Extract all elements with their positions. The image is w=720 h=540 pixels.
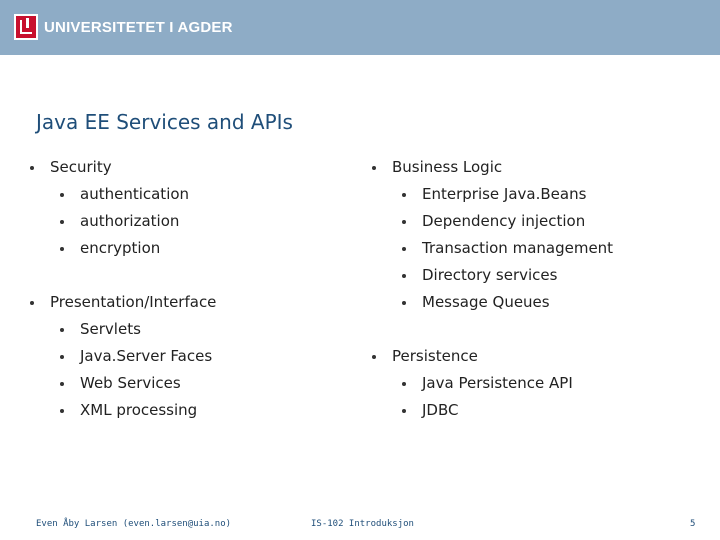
bullet-icon — [60, 328, 64, 332]
bullet-item — [372, 155, 702, 182]
sub-bullet-item — [30, 398, 360, 425]
footer-author: Even Åby Larsen (even.larsen@uia.no) — [36, 519, 232, 529]
bullet-item — [30, 155, 360, 182]
bullet-text: Security — [50, 158, 112, 176]
bullet-text: authorization — [80, 212, 180, 230]
footer-course: IS-102 Introduksjon — [311, 519, 414, 529]
sub-bullet-item — [372, 209, 702, 236]
bullet-text: Message Queues — [422, 293, 550, 311]
bullet-item — [30, 290, 360, 317]
slide-header — [0, 0, 720, 55]
bullet-icon — [30, 301, 34, 305]
bullet-text: JDBC — [422, 401, 459, 419]
bullet-text: Java Persistence API — [422, 374, 573, 392]
right-column — [372, 155, 702, 425]
bullet-text: authentication — [80, 185, 190, 203]
page-number: 5 — [690, 519, 696, 529]
bullet-icon — [60, 247, 64, 251]
bullet-icon — [60, 193, 64, 197]
bullet-text: Servlets — [80, 320, 141, 338]
uia-logo-icon — [14, 14, 38, 40]
university-logo — [14, 14, 233, 40]
bullet-icon — [402, 247, 406, 251]
logo-text: UNIVERSITETET I AGDER — [44, 18, 233, 36]
bullet-text: Java.Server Faces — [80, 347, 213, 365]
sub-bullet-item — [30, 182, 360, 209]
sub-bullet-item — [30, 236, 360, 263]
sub-bullet-item — [372, 398, 702, 425]
bullet-text: Dependency injection — [422, 212, 586, 230]
sub-bullet-item — [30, 209, 360, 236]
bullet-text: encryption — [80, 239, 161, 257]
bullet-icon — [402, 220, 406, 224]
bullet-icon — [30, 166, 34, 170]
bullet-text: Presentation/Interface — [50, 293, 217, 311]
sub-bullet-item — [372, 182, 702, 209]
spacer — [372, 317, 702, 344]
bullet-text: XML processing — [80, 401, 198, 419]
bullet-icon — [402, 301, 406, 305]
left-column — [30, 155, 360, 425]
sub-bullet-item — [372, 236, 702, 263]
slide-title: Java EE Services and APIs — [36, 110, 293, 134]
bullet-icon — [402, 193, 406, 197]
sub-bullet-item — [372, 263, 702, 290]
bullet-text: Directory services — [422, 266, 558, 284]
bullet-item — [372, 344, 702, 371]
sub-bullet-item — [372, 371, 702, 398]
sub-bullet-item — [372, 290, 702, 317]
bullet-text: Transaction management — [422, 239, 614, 257]
bullet-icon — [60, 355, 64, 359]
bullet-text: Persistence — [392, 347, 478, 365]
bullet-icon — [372, 355, 376, 359]
bullet-icon — [372, 166, 376, 170]
bullet-text: Business Logic — [392, 158, 503, 176]
spacer — [30, 263, 360, 290]
bullet-icon — [402, 274, 406, 278]
bullet-text: Enterprise Java.Beans — [422, 185, 587, 203]
bullet-icon — [60, 409, 64, 413]
bullet-icon — [60, 382, 64, 386]
bullet-icon — [402, 382, 406, 386]
sub-bullet-item — [30, 371, 360, 398]
bullet-icon — [60, 220, 64, 224]
sub-bullet-item — [30, 317, 360, 344]
bullet-text: Web Services — [80, 374, 181, 392]
sub-bullet-item — [30, 344, 360, 371]
bullet-icon — [402, 409, 406, 413]
